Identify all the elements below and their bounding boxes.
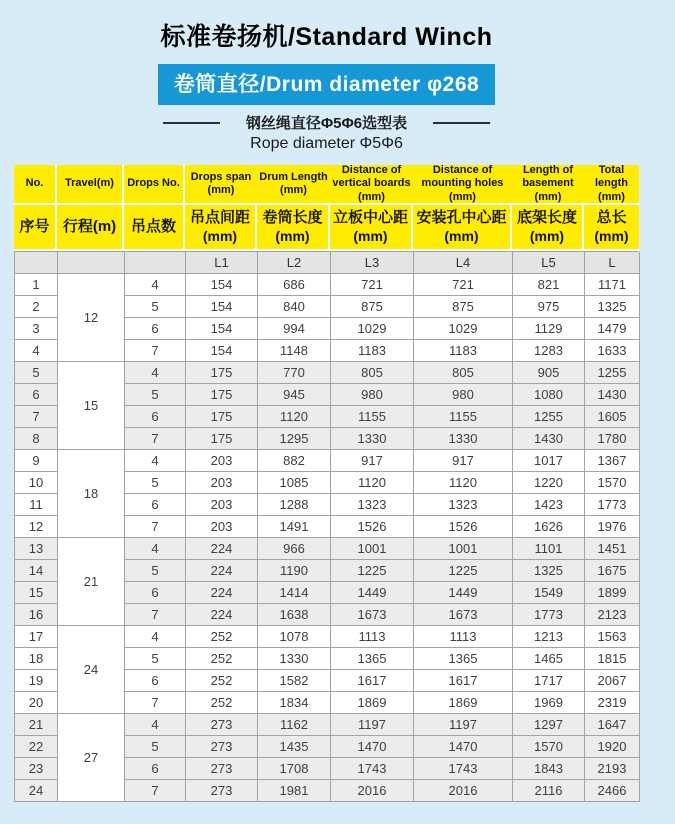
cell-no: 3 [15,318,58,340]
cell-l4: 1330 [414,428,513,450]
cell-l: 2123 [585,604,640,626]
cell-drops: 4 [125,626,186,648]
cell-l5: 1423 [513,494,585,516]
cell-l2: 966 [258,538,331,560]
header-label-en: Drum Length [259,170,328,183]
header-cell-en [185,165,257,205]
cell-l3: 1526 [331,516,414,538]
cell-l5: 1220 [513,472,585,494]
code-cell [58,252,125,274]
header-label-cn: 吊点数 [130,217,176,235]
header-cell-cn [257,205,330,251]
cell-l: 1675 [585,560,640,582]
cell-l4: 1120 [414,472,513,494]
cell-drops: 5 [125,384,186,406]
cell-l4: 805 [414,362,513,384]
cell-l1: 154 [186,274,258,296]
code-cell: L3 [331,252,414,274]
cell-l5: 975 [513,296,585,318]
spec-table [14,165,639,802]
cell-no: 20 [15,692,58,714]
page-title: 标准卷扬机/Standard Winch [160,23,493,51]
header-unit-cn: (mm) [275,227,310,244]
cell-l: 2193 [585,758,640,780]
cell-travel: 21 [58,538,125,626]
cell-l3: 1365 [331,648,414,670]
cell-l2: 770 [258,362,331,384]
cell-travel: 15 [58,362,125,450]
cell-l: 1647 [585,714,640,736]
cell-drops: 5 [125,736,186,758]
cell-no: 1 [15,274,58,296]
cell-l: 1367 [585,450,640,472]
header-label-en: No. [25,177,44,190]
cell-l5: 1717 [513,670,585,692]
page-content [14,0,639,802]
cell-l2: 1078 [258,626,331,648]
cell-l2: 1638 [258,604,331,626]
cell-l: 1920 [585,736,640,758]
cell-l5: 1017 [513,450,585,472]
cell-no: 12 [15,516,58,538]
cell-l: 1451 [585,538,640,560]
decorative-line-right [433,122,490,124]
cell-l3: 1323 [331,494,414,516]
cell-l: 1773 [585,494,640,516]
header-label-cn: 底架长度 [516,208,577,226]
cell-drops: 5 [125,472,186,494]
cell-l4: 1155 [414,406,513,428]
header-cell-en [57,165,124,205]
cell-l5: 1570 [513,736,585,758]
header-cell-cn [330,205,413,251]
cell-l3: 2016 [331,780,414,802]
cell-l2: 1414 [258,582,331,604]
cell-l4: 1001 [414,538,513,560]
cell-drops: 7 [125,516,186,538]
cell-drops: 4 [125,450,186,472]
cell-travel: 27 [58,714,125,802]
cell-l3: 1029 [331,318,414,340]
cell-drops: 5 [125,648,186,670]
cell-no: 18 [15,648,58,670]
cell-l3: 1743 [331,758,414,780]
cell-no: 11 [15,494,58,516]
cell-drops: 4 [125,362,186,384]
cell-l1: 224 [186,560,258,582]
header-unit-cn: (mm) [202,227,238,244]
cell-l1: 252 [186,626,258,648]
cell-l1: 154 [186,340,258,362]
cell-drops: 6 [125,758,186,780]
cell-l1: 175 [186,428,258,450]
cell-l2: 1981 [258,780,331,802]
cell-drops: 6 [125,494,186,516]
cell-l5: 1969 [513,692,585,714]
subtitle-line-cn [14,112,639,133]
cell-l2: 1085 [258,472,331,494]
cell-l5: 1101 [513,538,585,560]
cell-l5: 2116 [513,780,585,802]
cell-l1: 175 [186,406,258,428]
cell-no: 9 [15,450,58,472]
cell-l3: 917 [331,450,414,472]
header-cell-en [512,165,584,205]
header-label-cn: 立板中心距 [332,208,408,226]
cell-no: 6 [15,384,58,406]
cell-l: 1570 [585,472,640,494]
cell-l4: 1743 [414,758,513,780]
header-cell-cn [413,205,512,251]
cell-drops: 6 [125,582,186,604]
cell-l5: 1325 [513,560,585,582]
cell-l5: 1773 [513,604,585,626]
cell-l4: 917 [414,450,513,472]
cell-no: 14 [15,560,58,582]
cell-l4: 1323 [414,494,513,516]
header-label-en: Length of basement [522,164,574,190]
header-label-en: Distance of mounting holes [421,164,504,190]
cell-l4: 1365 [414,648,513,670]
badge-container [14,64,639,105]
code-cell: L4 [414,252,513,274]
cell-l4: 1197 [414,714,513,736]
cell-no: 13 [15,538,58,560]
cell-l: 1899 [585,582,640,604]
header-unit-cn: (mm) [353,227,388,244]
cell-l5: 1843 [513,758,585,780]
cell-l1: 273 [186,758,258,780]
cell-l2: 1582 [258,670,331,692]
header-cell-cn [57,205,124,251]
cell-l2: 1491 [258,516,331,538]
cell-l1: 175 [186,384,258,406]
cell-l2: 1162 [258,714,331,736]
header-cell-en [584,165,639,205]
cell-l3: 1120 [331,472,414,494]
cell-no: 16 [15,604,58,626]
cell-no: 24 [15,780,58,802]
subtitle-cn: 钢丝绳直径Φ5Φ6选型表 [245,115,408,132]
decorative-line-left [163,122,220,124]
header-label-cn: 卷筒长度 [262,208,323,226]
subtitle-en: Rope diameter Φ5Φ6 [250,135,403,152]
cell-l: 2067 [585,670,640,692]
header-unit-en: (mm) [207,184,235,196]
code-cell: L1 [186,252,258,274]
cell-l4: 1869 [414,692,513,714]
cell-l1: 154 [186,318,258,340]
header-cell-cn [124,205,185,251]
cell-l5: 1283 [513,340,585,362]
cell-l3: 1197 [331,714,414,736]
cell-l3: 805 [331,362,414,384]
cell-l1: 203 [186,472,258,494]
cell-l1: 273 [186,736,258,758]
cell-l2: 994 [258,318,331,340]
cell-l1: 224 [186,538,258,560]
cell-l4: 1617 [414,670,513,692]
cell-l5: 1465 [513,648,585,670]
cell-travel: 18 [58,450,125,538]
header-label-en: Total length [595,164,628,190]
cell-drops: 7 [125,692,186,714]
cell-l3: 1617 [331,670,414,692]
cell-drops: 7 [125,780,186,802]
drum-diameter-badge: 卷筒直径/Drum diameter φ268 [158,64,495,105]
cell-l4: 721 [414,274,513,296]
cell-no: 21 [15,714,58,736]
cell-drops: 5 [125,560,186,582]
cell-l5: 1080 [513,384,585,406]
header-label-cn: 吊点间距 [189,208,250,226]
cell-drops: 4 [125,714,186,736]
cell-l: 1605 [585,406,640,428]
cell-l2: 1295 [258,428,331,450]
cell-l4: 1029 [414,318,513,340]
cell-l3: 1225 [331,560,414,582]
cell-drops: 7 [125,428,186,450]
header-cell-cn [584,205,639,251]
cell-l: 1976 [585,516,640,538]
cell-l3: 1001 [331,538,414,560]
cell-l4: 1673 [414,604,513,626]
cell-l1: 224 [186,582,258,604]
cell-drops: 6 [125,406,186,428]
cell-l3: 980 [331,384,414,406]
cell-drops: 7 [125,604,186,626]
cell-l: 1780 [585,428,640,450]
cell-l4: 875 [414,296,513,318]
cell-l1: 273 [186,714,258,736]
cell-l2: 686 [258,274,331,296]
header-cell-en [413,165,512,205]
cell-l2: 1148 [258,340,331,362]
cell-no: 17 [15,626,58,648]
cell-l3: 1155 [331,406,414,428]
header-cell-en [14,165,57,205]
cell-l1: 224 [186,604,258,626]
code-cell: L2 [258,252,331,274]
header-unit-en: (mm) [534,190,562,203]
cell-no: 4 [15,340,58,362]
cell-l2: 882 [258,450,331,472]
header-label-cn: 行程(m) [62,217,117,235]
cell-l4: 1225 [414,560,513,582]
cell-l3: 1183 [331,340,414,362]
cell-l1: 252 [186,692,258,714]
cell-no: 15 [15,582,58,604]
cell-l3: 1449 [331,582,414,604]
cell-l5: 1255 [513,406,585,428]
header-unit-en: (mm) [598,190,625,203]
cell-l: 1563 [585,626,640,648]
cell-l2: 1190 [258,560,331,582]
code-cell: L5 [513,252,585,274]
header-label-cn: 总长 [596,208,627,226]
cell-l: 1479 [585,318,640,340]
cell-l3: 721 [331,274,414,296]
cell-l1: 252 [186,670,258,692]
cell-l2: 945 [258,384,331,406]
cell-no: 8 [15,428,58,450]
cell-l3: 1869 [331,692,414,714]
cell-no: 22 [15,736,58,758]
cell-l1: 154 [186,296,258,318]
cell-l1: 175 [186,362,258,384]
header-label-cn: 序号 [19,217,50,235]
cell-no: 7 [15,406,58,428]
code-cell: L [585,252,640,274]
cell-l3: 1470 [331,736,414,758]
cell-l1: 203 [186,450,258,472]
header-label-en: Drops No. [127,177,180,190]
header-cell-cn [512,205,584,251]
cell-l3: 1330 [331,428,414,450]
cell-l1: 203 [186,516,258,538]
header-label-cn: 安装孔中心距 [416,208,507,226]
header-cell-en [330,165,413,205]
cell-l5: 1297 [513,714,585,736]
cell-drops: 7 [125,340,186,362]
cell-travel: 12 [58,274,125,362]
cell-l: 1255 [585,362,640,384]
cell-l: 1430 [585,384,640,406]
cell-drops: 4 [125,274,186,296]
cell-l2: 1708 [258,758,331,780]
header-label-en: Travel(m) [65,177,114,190]
cell-l1: 273 [186,780,258,802]
header-cell-cn [14,205,57,251]
cell-no: 10 [15,472,58,494]
cell-no: 23 [15,758,58,780]
cell-no: 19 [15,670,58,692]
cell-l4: 1449 [414,582,513,604]
cell-l5: 1129 [513,318,585,340]
cell-l3: 1113 [331,626,414,648]
header-unit-cn: (mm) [594,227,629,244]
cell-l: 1633 [585,340,640,362]
cell-l: 1171 [585,274,640,296]
cell-l1: 252 [186,648,258,670]
cell-l2: 1288 [258,494,331,516]
cell-l4: 1526 [414,516,513,538]
header-cell-en [257,165,330,205]
header-unit-cn: (mm) [444,227,479,244]
cell-l2: 1120 [258,406,331,428]
header-unit-cn: (mm) [529,227,565,244]
header-unit-en: (mm) [449,190,476,203]
cell-l5: 1213 [513,626,585,648]
cell-travel: 24 [58,626,125,714]
cell-drops: 4 [125,538,186,560]
table-header [14,165,639,251]
cell-l5: 1626 [513,516,585,538]
cell-l2: 1330 [258,648,331,670]
cell-l1: 203 [186,494,258,516]
table-body [14,251,639,802]
header-label-en: Drops span [190,170,252,183]
cell-l: 2319 [585,692,640,714]
cell-l5: 821 [513,274,585,296]
cell-l: 1815 [585,648,640,670]
cell-l5: 905 [513,362,585,384]
cell-l4: 1113 [414,626,513,648]
cell-l2: 1834 [258,692,331,714]
cell-l5: 1549 [513,582,585,604]
subtitle-block [14,112,639,153]
cell-l3: 875 [331,296,414,318]
cell-drops: 6 [125,318,186,340]
cell-l: 1325 [585,296,640,318]
header-unit-en: (mm) [280,184,307,196]
cell-l4: 2016 [414,780,513,802]
cell-drops: 5 [125,296,186,318]
cell-drops: 6 [125,670,186,692]
cell-l3: 1673 [331,604,414,626]
header-cell-cn [185,205,257,251]
header-label-en: Distance of vertical boards [332,164,411,190]
cell-l5: 1430 [513,428,585,450]
cell-l2: 840 [258,296,331,318]
cell-l2: 1435 [258,736,331,758]
cell-no: 2 [15,296,58,318]
cell-l4: 980 [414,384,513,406]
cell-l: 2466 [585,780,640,802]
cell-no: 5 [15,362,58,384]
code-cell [125,252,186,274]
cell-l4: 1183 [414,340,513,362]
header-unit-en: (mm) [358,190,385,203]
header-cell-en [124,165,185,205]
cell-l4: 1470 [414,736,513,758]
code-cell [15,252,58,274]
